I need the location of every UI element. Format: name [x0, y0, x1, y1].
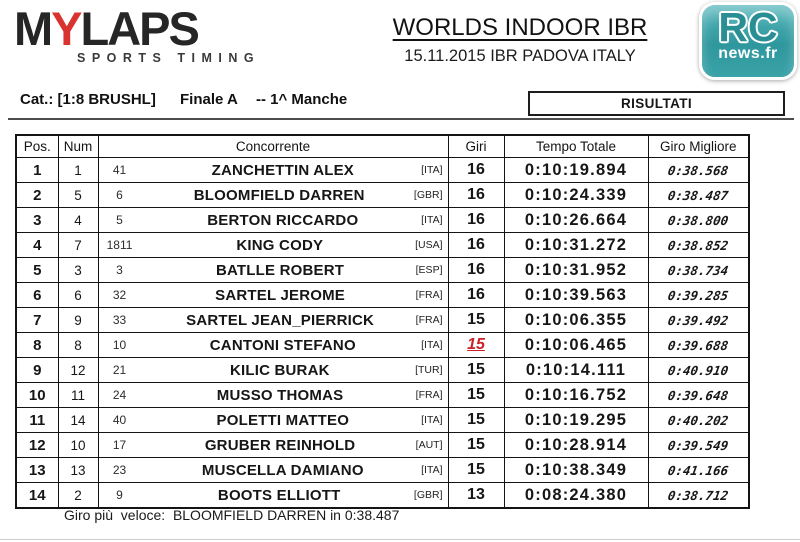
car-number: 33 [112, 313, 127, 327]
table-row [16, 333, 749, 358]
final-label: Finale A [180, 91, 238, 108]
cell-best-lap [648, 433, 749, 458]
cell-position: 14 [16, 483, 58, 509]
cell-laps: 16 [448, 208, 504, 233]
car-number: 21 [112, 363, 127, 377]
cell-total-time: 0:10:31.952 [504, 258, 648, 283]
cell-position: 3 [16, 208, 58, 233]
cell-best-lap [648, 258, 749, 283]
best-lap-value: 0:38.487 [666, 187, 730, 203]
car-number: 24 [112, 388, 127, 402]
car-number: 6 [116, 188, 123, 202]
cell-laps: 15 [448, 383, 504, 408]
best-lap-value: 0:38.800 [666, 212, 730, 228]
driver-name: MUSCELLA DAMIANO [201, 461, 364, 479]
cell-laps: 15 [448, 358, 504, 383]
event-title-block [360, 14, 680, 66]
cell-total-time: 0:10:14.111 [504, 358, 648, 383]
table-row [16, 383, 749, 408]
cell-best-lap [648, 383, 749, 408]
cell-laps: 15 [448, 408, 504, 433]
cell-best-lap [648, 158, 749, 183]
rcnews-logo [699, 2, 797, 80]
car-number: 17 [112, 438, 127, 452]
cell-number: 12 [58, 358, 98, 383]
cell-number: 7 [58, 233, 98, 258]
driver-nationality: [TUR] [415, 364, 443, 376]
cell-competitor [98, 358, 448, 383]
cell-position: 12 [16, 433, 58, 458]
cell-laps: 15 [448, 333, 504, 358]
cell-competitor [98, 408, 448, 433]
cell-total-time: 0:10:26.664 [504, 208, 648, 233]
best-lap-value: 0:39.549 [666, 437, 730, 453]
cell-competitor [98, 233, 448, 258]
cell-position: 7 [16, 308, 58, 333]
driver-name: BOOTS ELLIOTT [217, 486, 341, 504]
col-header-total-time: Tempo Totale [504, 135, 648, 158]
mylaps-m: M [14, 2, 52, 55]
cell-position: 2 [16, 183, 58, 208]
cell-laps: 16 [448, 183, 504, 208]
header-divider [8, 118, 794, 120]
cell-best-lap [648, 483, 749, 509]
driver-nationality: [ITA] [421, 164, 443, 176]
cell-number: 5 [58, 183, 98, 208]
cell-best-lap [648, 183, 749, 208]
driver-nationality: [GBR] [413, 489, 443, 501]
driver-name: KILIC BURAK [229, 361, 330, 379]
cell-competitor [98, 383, 448, 408]
cell-position: 8 [16, 333, 58, 358]
cell-competitor [98, 258, 448, 283]
cell-best-lap [648, 458, 749, 483]
cell-competitor [98, 183, 448, 208]
cell-total-time: 0:10:39.563 [504, 283, 648, 308]
cell-position: 13 [16, 458, 58, 483]
cell-position: 4 [16, 233, 58, 258]
cell-number: 14 [58, 408, 98, 433]
driver-nationality: [ITA] [421, 339, 443, 351]
driver-nationality: [ITA] [421, 414, 443, 426]
cell-laps: 15 [448, 433, 504, 458]
best-lap-value: 0:41.166 [666, 462, 730, 478]
cell-competitor [98, 483, 448, 509]
col-header-pos: Pos. [16, 135, 58, 158]
cell-number: 4 [58, 208, 98, 233]
cell-number: 1 [58, 158, 98, 183]
table-row [16, 183, 749, 208]
cell-total-time: 0:08:24.380 [504, 483, 648, 509]
driver-nationality: [GBR] [413, 189, 443, 201]
driver-nationality: [FRA] [415, 289, 443, 301]
cell-number: 8 [58, 333, 98, 358]
table-row [16, 408, 749, 433]
best-lap-value: 0:40.910 [666, 362, 730, 378]
best-lap-value: 0:39.688 [666, 337, 730, 353]
event-title: WORLDS INDOOR IBR [392, 14, 648, 41]
car-number: 23 [112, 463, 127, 477]
cell-best-lap [648, 308, 749, 333]
cell-laps: 15 [448, 458, 504, 483]
driver-name: BLOOMFIELD DARREN [193, 186, 365, 204]
driver-name: GRUBER REINHOLD [204, 436, 356, 454]
car-number: 1811 [106, 238, 133, 252]
driver-name: BATLLE ROBERT [215, 261, 345, 279]
table-row [16, 158, 749, 183]
table-row [16, 233, 749, 258]
cell-total-time: 0:10:19.894 [504, 158, 648, 183]
cell-number: 13 [58, 458, 98, 483]
table-row [16, 258, 749, 283]
cell-competitor [98, 433, 448, 458]
cell-position: 6 [16, 283, 58, 308]
car-number: 3 [116, 263, 123, 277]
table-row [16, 483, 749, 509]
page-bottom-edge [0, 539, 800, 540]
driver-name: ZANCHETTIN ALEX [211, 161, 355, 179]
cell-competitor [98, 333, 448, 358]
event-subtitle: 15.11.2015 IBR PADOVA ITALY [404, 47, 636, 65]
cell-competitor [98, 208, 448, 233]
driver-name: POLETTI MATTEO [216, 411, 350, 429]
cell-best-lap [648, 208, 749, 233]
heat-label: -- 1^ Manche [255, 91, 348, 108]
table-row [16, 208, 749, 233]
cell-number: 3 [58, 258, 98, 283]
cell-total-time: 0:10:31.272 [504, 233, 648, 258]
cell-number: 6 [58, 283, 98, 308]
driver-nationality: [ITA] [421, 214, 443, 226]
driver-nationality: [FRA] [415, 314, 443, 326]
cell-position: 10 [16, 383, 58, 408]
cell-total-time: 0:10:28.914 [504, 433, 648, 458]
cell-number: 9 [58, 308, 98, 333]
cell-total-time: 0:10:24.339 [504, 183, 648, 208]
col-header-num: Num [58, 135, 98, 158]
category-line [20, 91, 347, 108]
results-table [15, 134, 750, 509]
rcnews-logo-domain: news.fr [718, 45, 778, 62]
cell-total-time: 0:10:16.752 [504, 383, 648, 408]
cell-total-time: 0:10:19.295 [504, 408, 648, 433]
car-number: 32 [112, 288, 127, 302]
driver-nationality: [ESP] [415, 264, 443, 276]
cell-competitor [98, 283, 448, 308]
cell-competitor [98, 458, 448, 483]
mylaps-y-figure-icon: Y [51, 2, 81, 55]
cell-total-time: 0:10:06.355 [504, 308, 648, 333]
driver-name: SARTEL JEAN_PIERRICK [186, 311, 375, 329]
cell-best-lap [648, 233, 749, 258]
cell-competitor [98, 308, 448, 333]
cell-competitor [98, 158, 448, 183]
table-row [16, 433, 749, 458]
car-number: 5 [116, 213, 123, 227]
cell-best-lap [648, 283, 749, 308]
table-row [16, 308, 749, 333]
cell-best-lap [648, 333, 749, 358]
col-header-laps: Giri [448, 135, 504, 158]
cell-laps: 15 [448, 308, 504, 333]
driver-nationality: [USA] [415, 239, 443, 251]
mylaps-laps: LAPS [80, 2, 198, 55]
cell-total-time: 0:10:06.465 [504, 333, 648, 358]
driver-nationality: [FRA] [415, 389, 443, 401]
driver-nationality: [ITA] [421, 464, 443, 476]
table-row [16, 358, 749, 383]
cell-number: 2 [58, 483, 98, 509]
best-lap-value: 0:38.568 [666, 162, 730, 178]
cell-laps: 16 [448, 258, 504, 283]
table-row [16, 458, 749, 483]
cell-laps: 13 [448, 483, 504, 509]
car-number: 9 [116, 488, 123, 502]
fastest-lap-note: Giro più veloce: BLOOMFIELD DARREN in 0:38.487 [64, 507, 400, 523]
best-lap-value: 0:39.648 [666, 387, 730, 403]
risultati-button[interactable]: RISULTATI [528, 91, 785, 116]
driver-nationality: [AUT] [415, 439, 443, 451]
category-label: Cat.: [1:8 BRUSHL] [20, 91, 156, 108]
cell-best-lap [648, 408, 749, 433]
car-number: 40 [112, 413, 127, 427]
table-header-row [16, 135, 749, 158]
rcnews-logo-rc: RC [718, 4, 778, 50]
col-header-best-lap: Giro Migliore [648, 135, 749, 158]
driver-name: SARTEL JEROME [215, 286, 345, 304]
car-number: 10 [112, 338, 127, 352]
best-lap-value: 0:38.734 [666, 262, 730, 278]
best-lap-value: 0:39.492 [666, 312, 730, 328]
car-number: 41 [112, 163, 127, 177]
cell-position: 11 [16, 408, 58, 433]
col-header-competitor: Concorrente [98, 135, 448, 158]
cell-total-time: 0:10:38.349 [504, 458, 648, 483]
mylaps-logo [14, 4, 260, 65]
best-lap-value: 0:38.712 [666, 487, 730, 503]
cell-laps: 16 [448, 283, 504, 308]
cell-number: 10 [58, 433, 98, 458]
best-lap-value: 0:38.852 [666, 237, 730, 253]
driver-name: CANTONI STEFANO [209, 336, 356, 354]
cell-position: 9 [16, 358, 58, 383]
cell-laps: 16 [448, 158, 504, 183]
cell-position: 1 [16, 158, 58, 183]
driver-name: KING CODY [236, 236, 324, 254]
cell-number: 11 [58, 383, 98, 408]
best-lap-value: 0:39.285 [666, 287, 730, 303]
best-lap-value: 0:40.202 [666, 412, 730, 428]
cell-position: 5 [16, 258, 58, 283]
cell-best-lap [648, 358, 749, 383]
table-row [16, 283, 749, 308]
cell-laps: 16 [448, 233, 504, 258]
mylaps-tagline: SPORTS TIMING [77, 51, 261, 65]
driver-name: BERTON RICCARDO [207, 211, 359, 229]
mylaps-wordmark [14, 4, 260, 54]
driver-name: MUSSO THOMAS [216, 386, 344, 404]
